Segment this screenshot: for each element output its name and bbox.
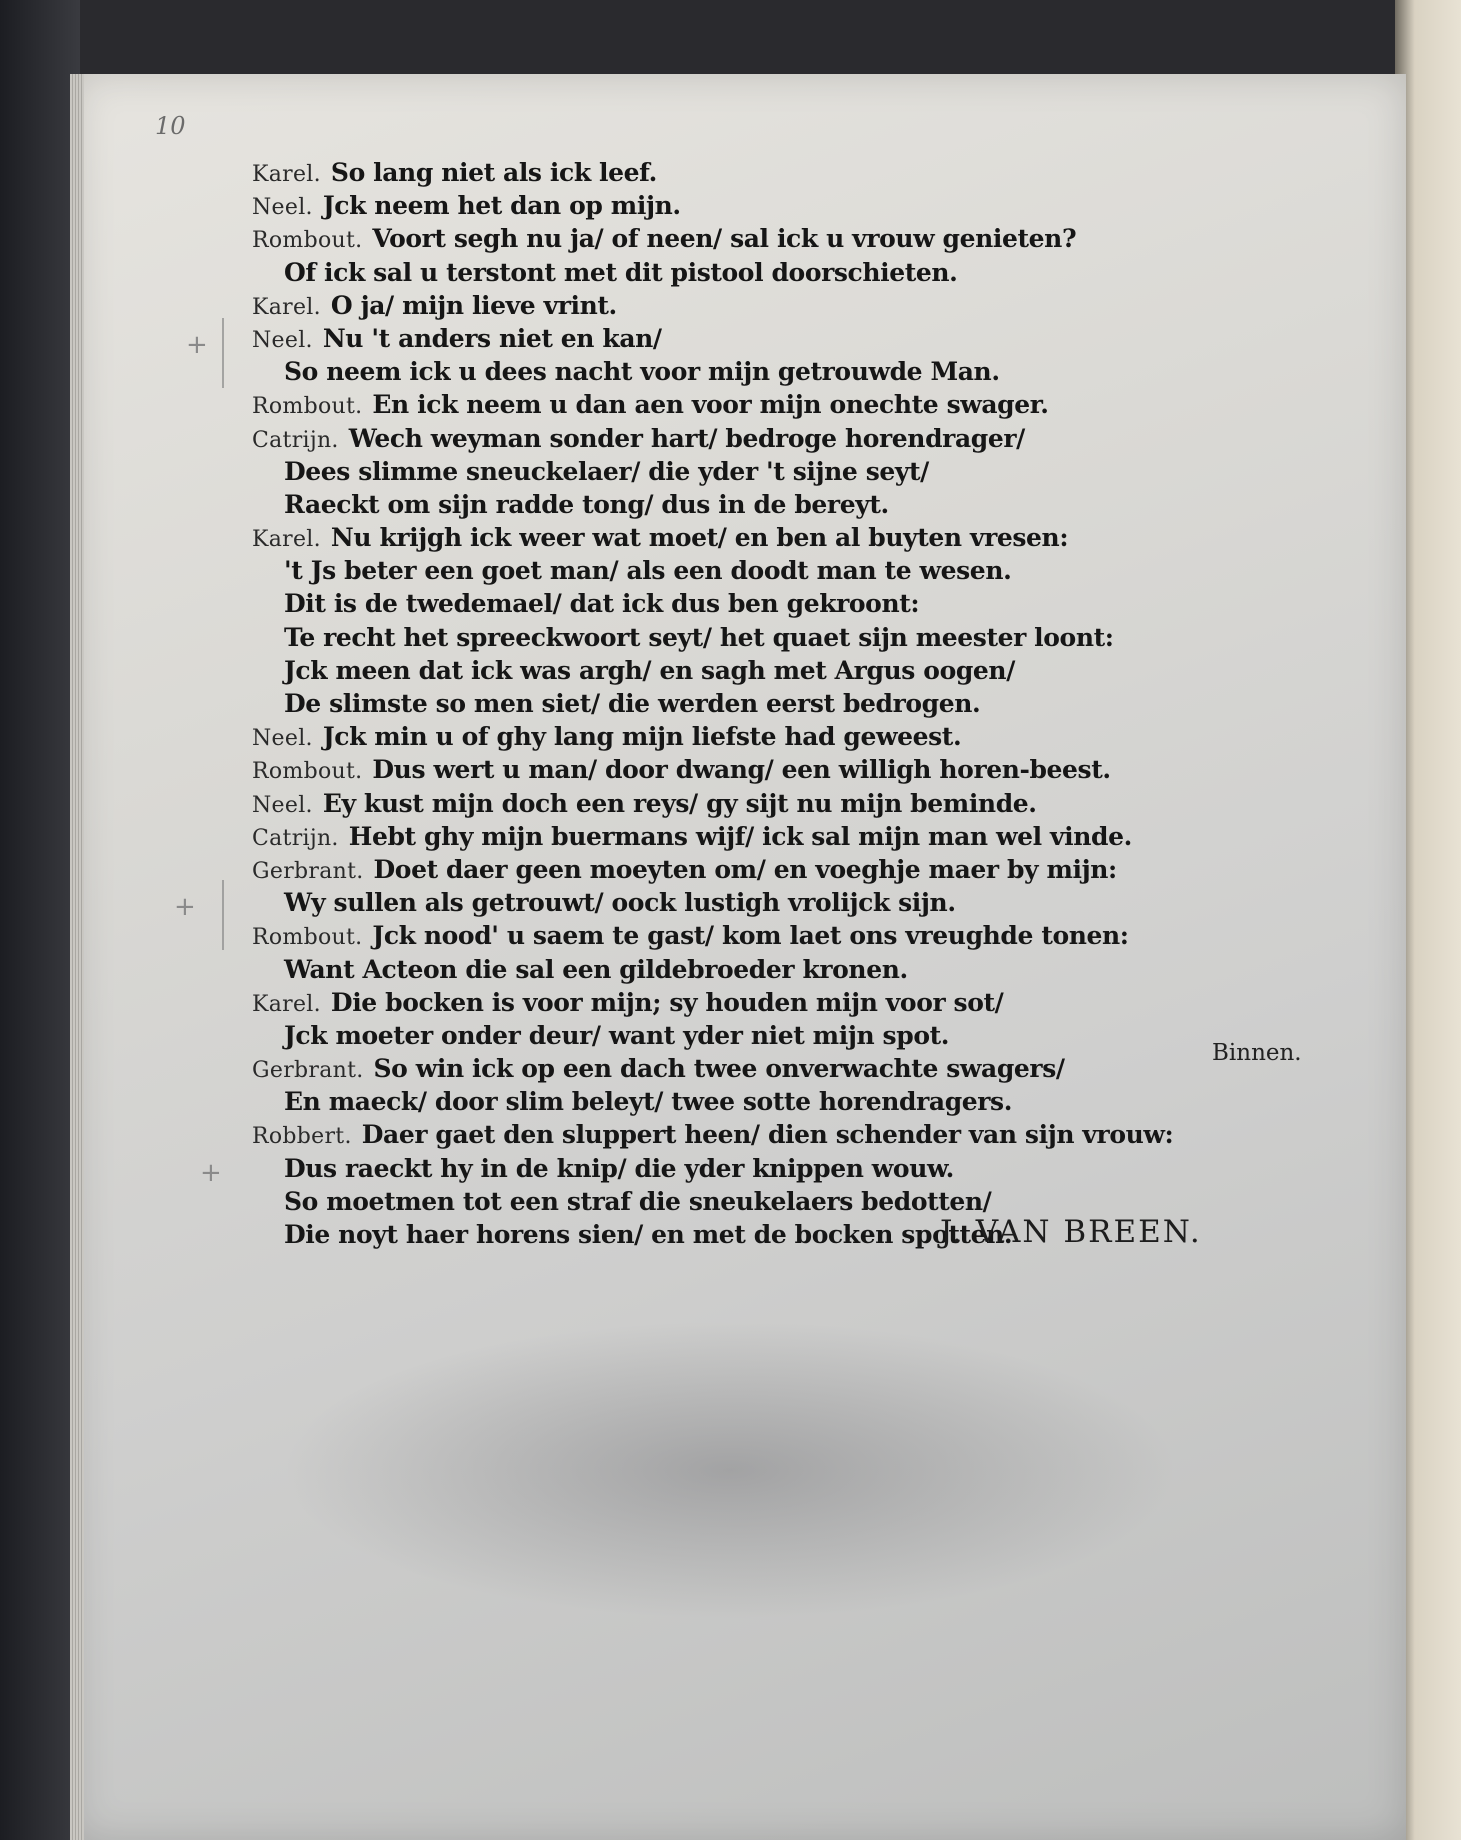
page-number: 10	[155, 112, 186, 140]
speaker-name: Gerbrant.	[252, 1058, 364, 1084]
margin-cross-mark: +	[200, 1158, 222, 1188]
verse-text: So neem ick u dees nacht voor mijn getrouwde Man.	[284, 357, 1000, 387]
speaker-name: Karel.	[252, 991, 321, 1017]
dialogue-line	[252, 1152, 1372, 1185]
dialogue-line	[252, 986, 1372, 1019]
verse-text: Dus raeckt hy in de knip/ die yder knippen wouw.	[284, 1153, 954, 1183]
verse-text: Doet daer geen moeyten om/ en voeghje maer by mijn:	[373, 854, 1117, 884]
dialogue-line	[252, 289, 1372, 322]
dialogue-line	[252, 820, 1372, 853]
speaker-name: Rombout.	[252, 228, 363, 254]
verse-text: Dit is de twedemael/ dat ick dus ben gekroont:	[284, 589, 920, 619]
dialogue-line	[252, 953, 1372, 986]
verse-text: Jck meen dat ick was argh/ en sagh met Argus oogen/	[284, 655, 1015, 685]
background-left	[0, 0, 80, 1840]
speaker-name: Catrijn.	[252, 427, 339, 453]
dialogue-line	[252, 687, 1372, 720]
verse-text: De slimste so men siet/ die werden eerst bedrogen.	[284, 689, 981, 718]
dialogue-line	[252, 787, 1372, 820]
verse-text: Jck moeter onder deur/ want yder niet mijn spot.	[284, 1020, 950, 1050]
margin-cross-mark: +	[174, 892, 196, 922]
dialogue-line	[252, 1052, 1372, 1085]
dialogue-line	[252, 554, 1372, 587]
verse-text: Dus wert u man/ door dwang/ een willigh horen-beest.	[372, 755, 1111, 785]
dialogue-line	[252, 1085, 1372, 1118]
dialogue-line	[252, 1118, 1372, 1151]
margin-bracket-line	[222, 880, 224, 950]
speaker-name: Gerbrant.	[252, 858, 364, 884]
dialogue-line	[252, 654, 1372, 687]
dialogue-line	[252, 156, 1372, 189]
margin-bracket-line	[222, 318, 224, 388]
dialogue-line	[252, 1218, 1372, 1251]
verse-text: Nu krijgh ick weer wat moet/ en ben al buyten vresen:	[330, 523, 1069, 553]
dialogue-line	[252, 189, 1372, 222]
verse-text: Nu 't anders niet en kan/	[322, 323, 662, 353]
verse-text: En maeck/ door slim beleyt/ twee sotte horendragers.	[284, 1087, 1013, 1117]
speaker-name: Karel.	[252, 527, 321, 553]
speaker-name: Rombout.	[252, 759, 363, 785]
dialogue-line	[252, 355, 1372, 388]
verse-text: Jck min u of ghy lang mijn liefste had geweest.	[322, 722, 962, 752]
dialogue-line	[252, 1185, 1372, 1218]
dialogue-line	[252, 886, 1372, 919]
verse-text: Raeckt om sijn radde tong/ dus in de bereyt.	[284, 489, 889, 519]
speaker-name: Rombout.	[252, 394, 363, 420]
dialogue-line	[252, 521, 1372, 554]
speaker-name: Rombout.	[252, 925, 363, 951]
speaker-name: Neel.	[252, 726, 313, 752]
verse-text: Of ick sal u terstont met dit pistool doorschieten.	[284, 257, 958, 287]
dialogue-line	[252, 388, 1372, 421]
dialogue-line	[252, 587, 1372, 620]
dialogue-line	[252, 720, 1372, 753]
verse-text: Voort segh nu ja/ of neen/ sal ick u vrouw genieten?	[372, 224, 1077, 254]
dialogue-line	[252, 853, 1372, 886]
dialogue-line	[252, 422, 1372, 455]
verse-text: Hebt ghy mijn buermans wijf/ ick sal mijn man wel vinde.	[348, 821, 1132, 851]
verse-text: So moetmen tot een straf die sneukelaers bedotten/	[284, 1186, 992, 1216]
verse-text: Die noyt haer horens sien/ en met de bocken spotten.	[284, 1220, 1013, 1249]
speaker-name: Neel.	[252, 195, 313, 221]
page-stack-edge	[70, 74, 84, 1840]
dialogue-line	[252, 256, 1372, 289]
verse-text: So win ick op een dach twee onverwachte swagers/	[373, 1054, 1065, 1084]
speaker-name: Karel.	[252, 162, 321, 187]
verse-text: Te recht het spreeckwoort seyt/ het quaet sijn meester loont:	[284, 622, 1114, 652]
verse-text: Jck neem het dan op mijn.	[322, 191, 681, 221]
speaker-name: Catrijn.	[252, 825, 339, 851]
verse-text: Daer gaet den sluppert heen/ dien schender van sijn vrouw:	[361, 1120, 1174, 1150]
verse-text: So lang niet als ick leef.	[330, 158, 657, 187]
dialogue-line	[252, 753, 1372, 786]
verse-text: Wech weyman sonder hart/ bedroge horendrager/	[348, 423, 1025, 453]
verse-text: En ick neem u dan aen voor mijn onechte swager.	[372, 390, 1049, 420]
verse-text: Dees slimme sneuckelaer/ die yder 't sijne seyt/	[284, 456, 929, 486]
dialogue-line	[252, 322, 1372, 355]
verse-text: Jck nood' u saem te gast/ kom laet ons vreughde tonen:	[372, 921, 1129, 951]
verse-text: 't Js beter een goet man/ als een doodt man te wesen.	[284, 556, 1012, 586]
dialogue-text-block	[252, 156, 1372, 1251]
speaker-name: Karel.	[252, 294, 321, 320]
speaker-name: Neel.	[252, 792, 313, 818]
dialogue-line	[252, 919, 1372, 952]
margin-cross-mark: +	[186, 330, 208, 360]
dialogue-line	[252, 222, 1372, 255]
verse-text: Die bocken is voor mijn; sy houden mijn voor sot/	[330, 987, 1004, 1017]
stage-direction: Binnen.	[1212, 1040, 1302, 1066]
dialogue-line	[252, 455, 1372, 488]
dialogue-line	[252, 488, 1372, 521]
dialogue-line	[252, 621, 1372, 654]
speaker-name: Robbert.	[252, 1124, 352, 1150]
verse-text: Want Acteon die sal een gildebroeder kronen.	[284, 954, 908, 984]
verse-text: O ja/ mijn lieve vrint.	[330, 290, 617, 320]
verse-text: Wy sullen als getrouwt/ oock lustigh vrolijck sijn.	[284, 888, 956, 918]
verse-text: Ey kust mijn doch een reys/ gy sijt nu mijn beminde.	[322, 788, 1037, 818]
speaker-name: Neel.	[252, 327, 313, 353]
dialogue-line	[252, 1019, 1372, 1052]
author-signature: J. VAN BREEN.	[940, 1214, 1202, 1250]
page-shadow	[280, 1320, 1180, 1620]
